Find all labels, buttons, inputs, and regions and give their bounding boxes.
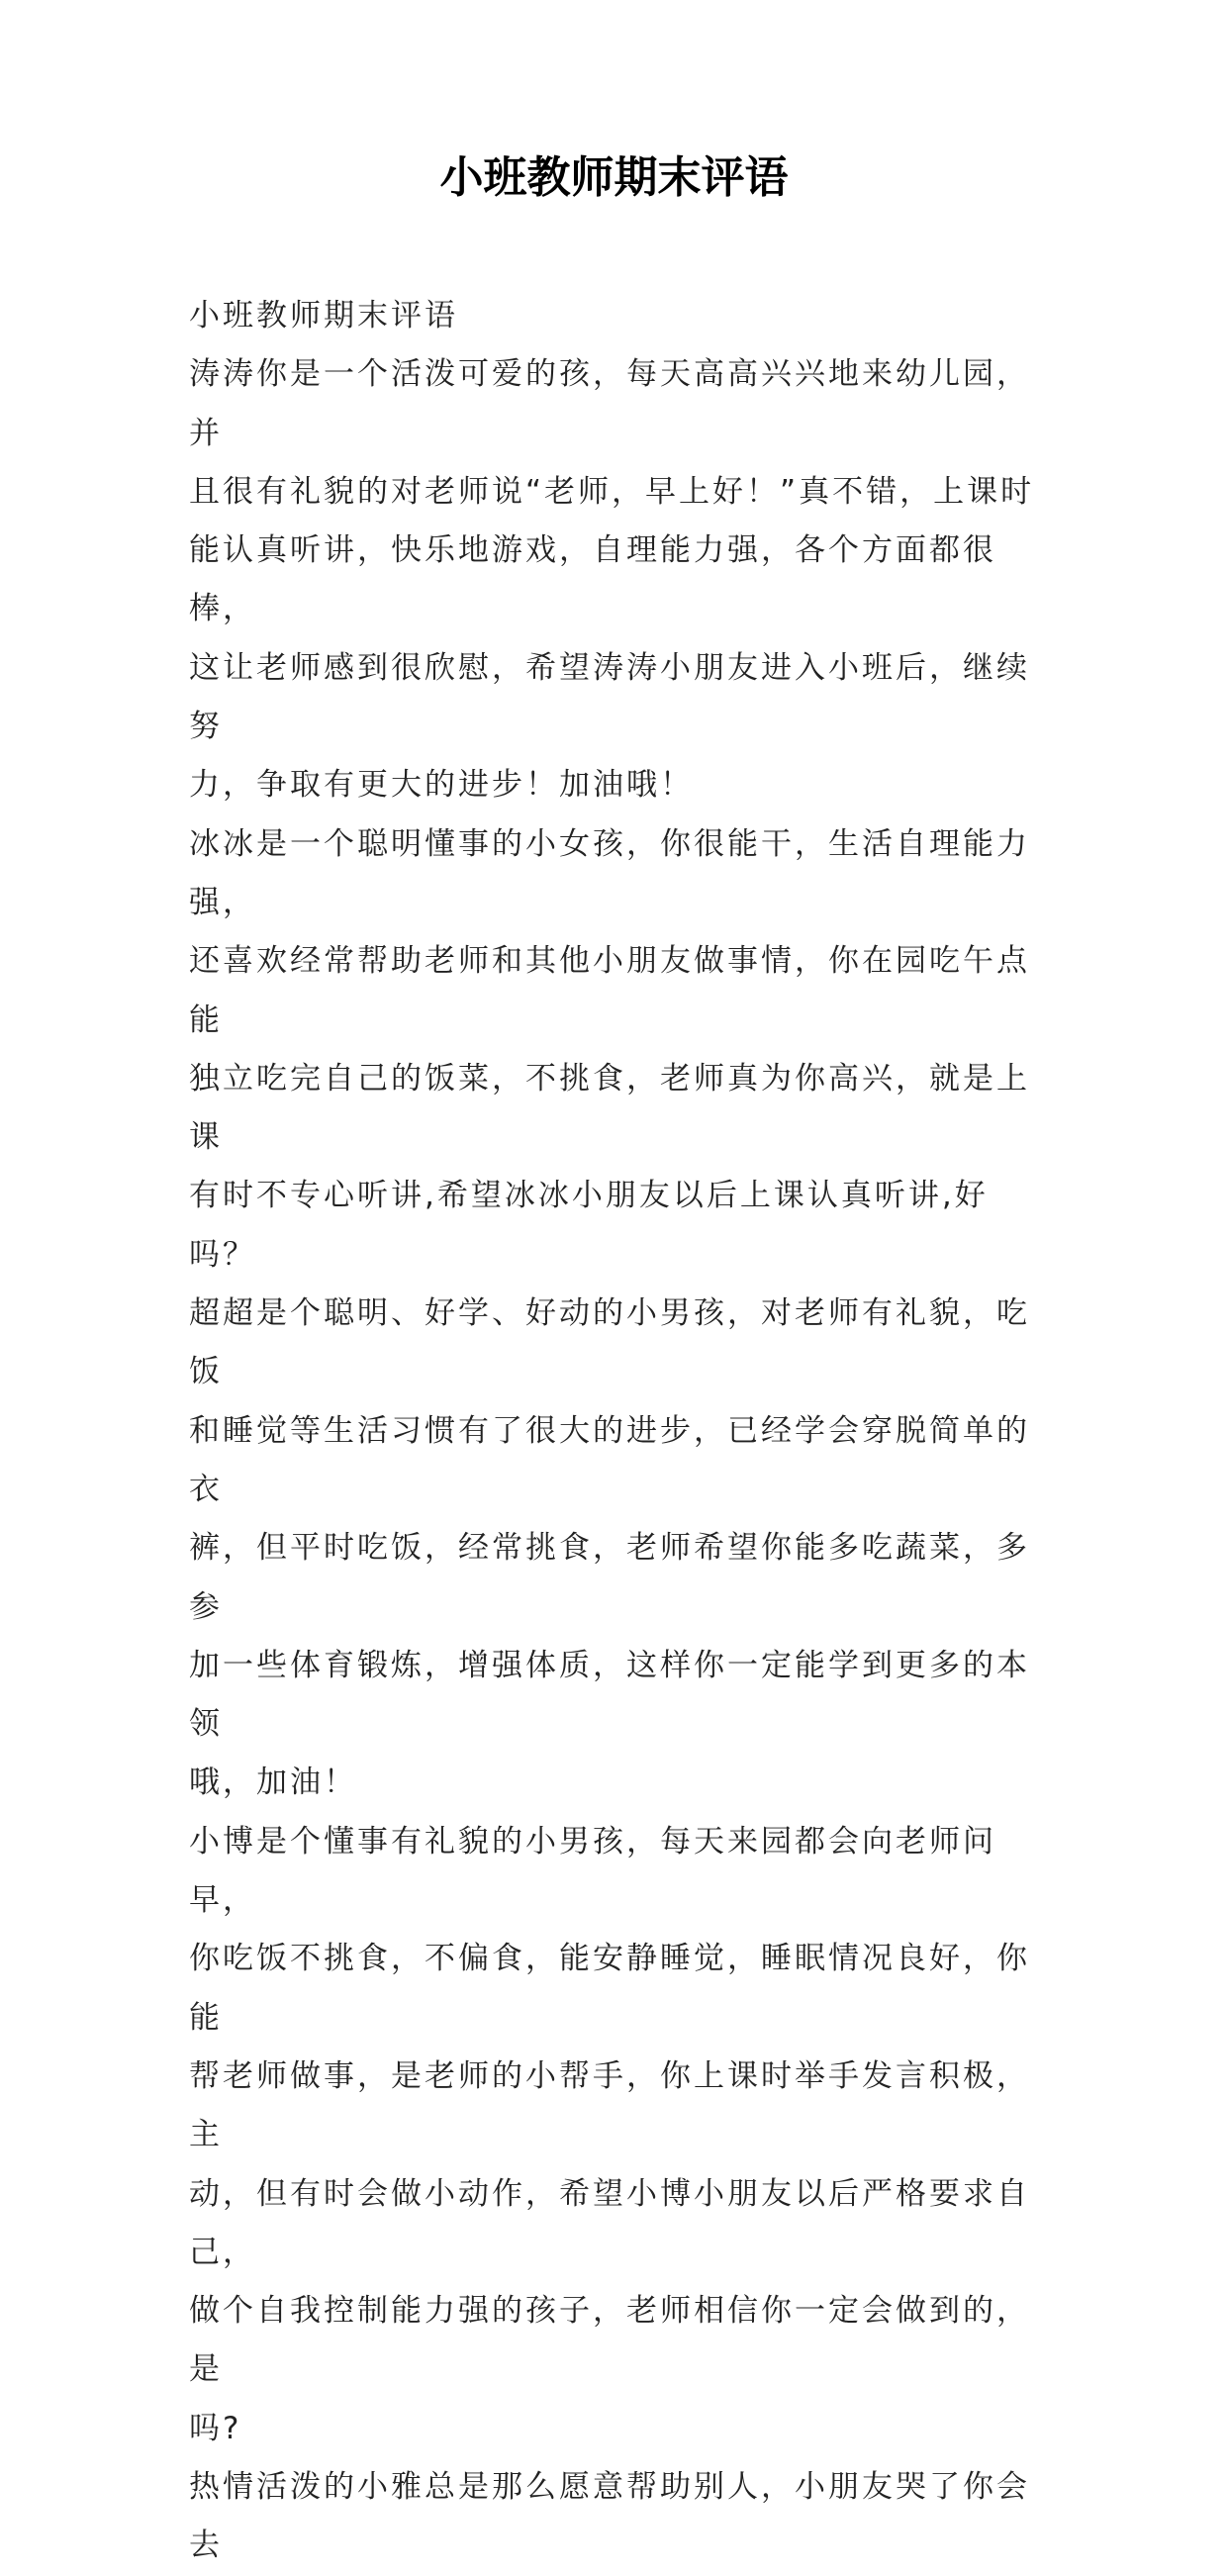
text-line: 哦，加油！ xyxy=(189,1765,357,1801)
text-line: 裤，但平时吃饭，经常挑食，老师希望你能多吃蔬菜，多参 xyxy=(189,1530,1030,1625)
text-line: 热情活泼的小雅总是那么愿意帮助别人，小朋友哭了你会去 xyxy=(189,2468,1030,2564)
text-line: 冰冰是一个聪明懂事的小女孩，你很能干，生活自理能力强， xyxy=(189,825,1030,920)
text-line: 能认真听讲，快乐地游戏，自理能力强，各个方面都很棒， xyxy=(189,532,996,627)
text-line: 独立吃完自己的饭菜，不挑食，老师真为你高兴，就是上课 xyxy=(189,1060,1030,1156)
text-line: 你吃饭不挑食，不偏食，能安静睡觉，睡眠情况良好，你能 xyxy=(189,1941,1030,2036)
text-line: 有时不专心听讲,希望冰冰小朋友以后上课认真听讲,好吗？ xyxy=(189,1178,989,1273)
text-line: 小博是个懂事有礼貌的小男孩，每天来园都会向老师问早， xyxy=(189,1823,996,1919)
text-line: 力，争取有更大的进步！加油哦！ xyxy=(189,767,694,804)
document-title: 小班教师期末评语 xyxy=(439,152,789,203)
text-line: 还喜欢经常帮助老师和其他小朋友做事情，你在园吃午点能 xyxy=(189,943,1030,1038)
text-line: 涛涛你是一个活泼可爱的孩，每天高高兴兴地来幼儿园，并 xyxy=(189,356,1030,451)
text-line: 且很有礼貌的对老师说“老师，早上好！”真不错，上课时 xyxy=(189,473,1035,510)
text-line: 动，但有时会做小动作，希望小博小朋友以后严格要求自己， xyxy=(189,2175,1030,2270)
text-line: 帮老师做事，是老师的小帮手，你上课时举手发言积极，主 xyxy=(189,2057,1030,2153)
text-line: 吗? xyxy=(189,2410,242,2446)
text-line: 这让老师感到很欣慰，希望涛涛小朋友进入小班后，继续努 xyxy=(189,649,1030,745)
text-line: 超超是个聪明、好学、好动的小男孩，对老师有礼貌，吃饭 xyxy=(189,1295,1030,1390)
text-line: 做个自我控制能力强的孩子，老师相信你一定会做到的，是 xyxy=(189,2293,1030,2388)
document-body xyxy=(189,287,1050,2576)
text-line: 和睡觉等生活习惯有了很大的进步，已经学会穿脱简单的衣 xyxy=(189,1412,1030,1507)
text-line: 加一些体育锻炼，增强体质，这样你一定能学到更多的本领 xyxy=(189,1647,1030,1743)
text-line: 小班教师期末评语 xyxy=(189,298,458,334)
